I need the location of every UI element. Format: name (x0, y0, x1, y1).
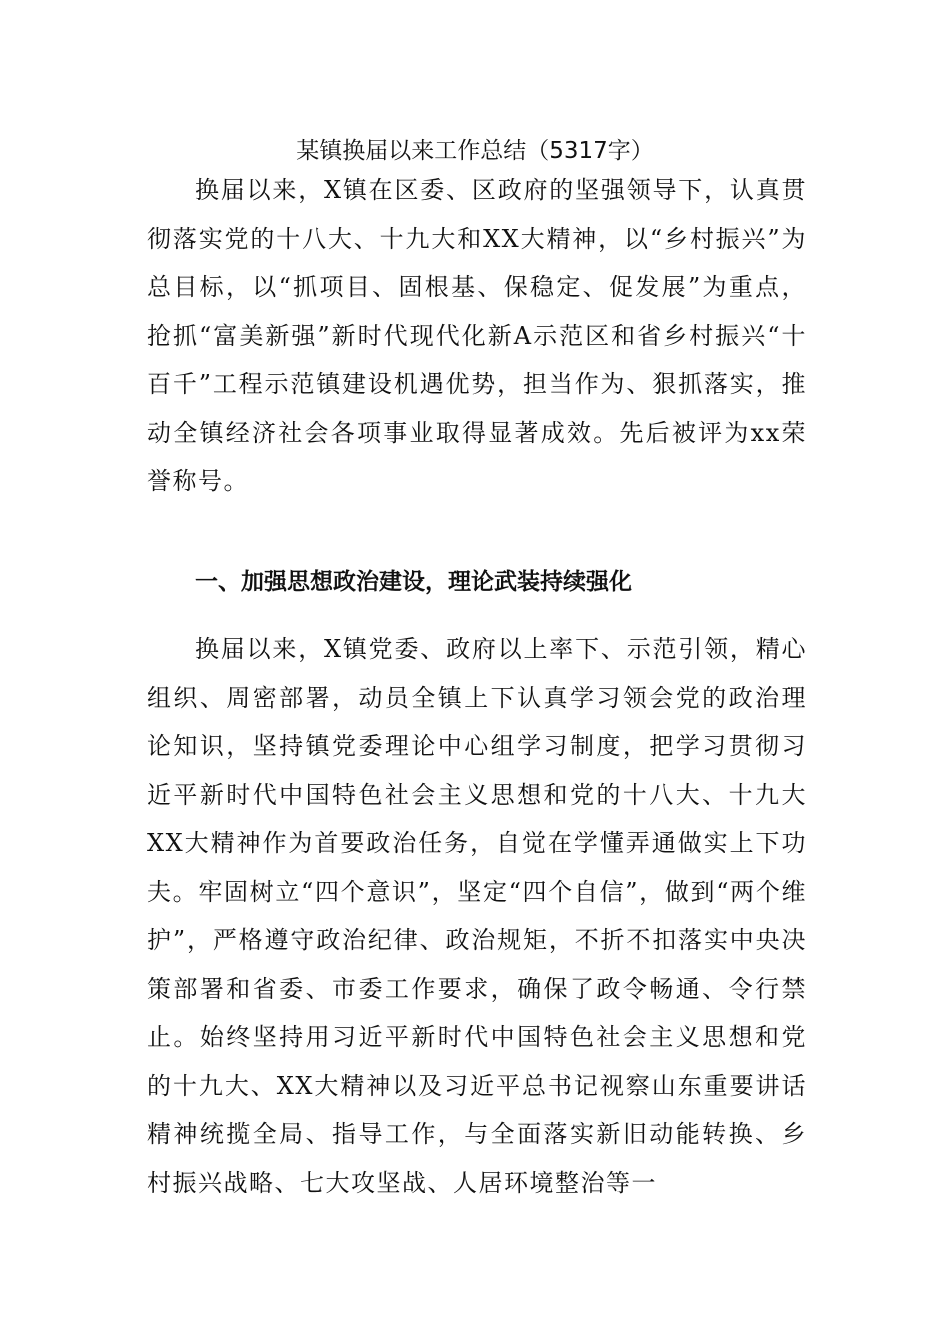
intro-paragraph: 换届以来，X镇在区委、区政府的坚强领导下，认真贯彻落实党的十八大、十九大和XX大精神，以“乡村振兴”为总目标，以“抓项目、固根基、保稳定、促发展”为重点，抢抓“富美新强”新时代现代化新A示范区和省乡村振兴“十百千”工程示范镇建设机遇优势，担当作为、狠抓落实，推动全镇经济社会各项事业取得显著成效。先后被评为xx荣誉称号。 (147, 176, 807, 495)
section-heading-1: 一、加强思想政治建设，理论武装持续强化 (195, 569, 632, 595)
document-title: 某镇换届以来工作总结（5317字） (296, 138, 654, 164)
section-paragraph-1: 换届以来，X镇党委、政府以上率下、示范引领，精心组织、周密部署，动员全镇上下认真学习领会党的政治理论知识，坚持镇党委理论中心组学习制度，把学习贯彻习近平新时代中国特色社会主义思想和党的十八大、十九大XX大精神作为首要政治任务，自觉在学懂弄通做实上下功夫。牢固树立“四个意识”，坚定“四个自信”，做到“两个维护”，严格遵守政治纪律、政治规矩，不折不扣落实中央决策部署和省委、市委工作要求，确保了政令畅通、令行禁止。始终坚持用习近平新时代中国特色社会主义思想和党的十九大、XX大精神以及习近平总书记视察山东重要讲话精神统揽全局、指导工作，与全面落实新旧动能转换、乡村振兴战略、七大攻坚战、人居环境整治等一 (147, 635, 807, 1197)
